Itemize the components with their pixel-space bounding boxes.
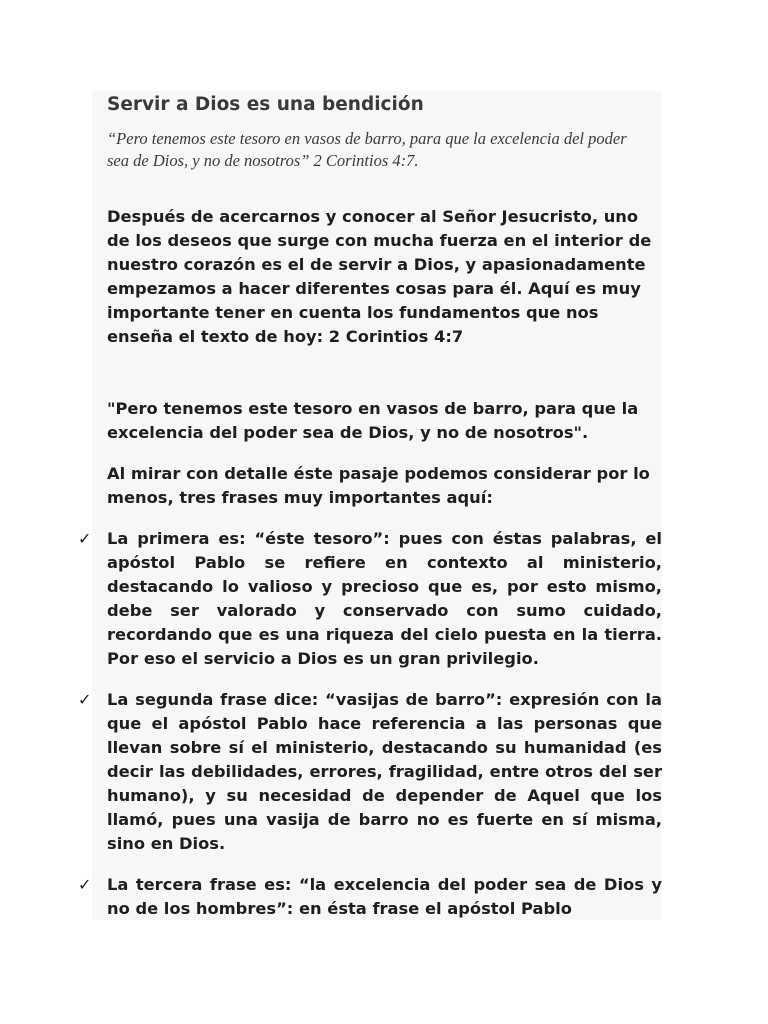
- verse-quote-paragraph: "Pero tenemos este tesoro en vasos de barro, para que la excelencia del poder sea de Dios, y no de nosotros".: [107, 399, 639, 442]
- checkmark-icon: ✓: [78, 529, 92, 548]
- epigraph-quote: “Pero tenemos este tesoro en vasos de barro, para que la excelencia del poder sea de Dios, y no de nosotros” 2 Corintios 4:7.: [107, 129, 627, 170]
- list-item-text: La tercera frase es: “la excelencia del poder sea de Dios y no de los hombres”: en ésta frase el apóstol Pablo: [107, 875, 662, 918]
- intro-paragraph: Después de acercarnos y conocer al Señor Jesucristo, uno de los deseos que surge con mucha fuerza en el interior de nuestro corazón es el de servir a Dios, y apasionadamente empezamos a hacer diferentes cosas para él. Aquí es muy importante tener en cuenta los fundamentos que nos enseña el texto de hoy: 2 Corintios 4:7: [107, 207, 652, 346]
- list-item-second-phrase: [78, 688, 662, 856]
- list-item-first-phrase: [78, 527, 662, 671]
- document-title: Servir a Dios es una bendición: [107, 94, 424, 115]
- checkmark-icon: ✓: [78, 690, 92, 709]
- list-item-text: La primera es: “éste tesoro”: pues con éstas palabras, el apóstol Pablo se refiere en contexto al ministerio, destacando lo valioso y precioso que es, por esto mismo, debe ser valorado y conservado con sumo cuidado, recordando que es una riqueza del cielo puesta en la tierra. Por eso el servicio a Dios es un gran privilegio.: [107, 529, 662, 668]
- checkmark-icon: ✓: [78, 875, 92, 894]
- list-item-text: La segunda frase dice: “vasijas de barro”: expresión con la que el apóstol Pablo hace referencia a las personas que llevan sobre sí el ministerio, destacando su humanidad (es decir las debilidades, errores, fragilidad, entre otros del ser humano), y su necesidad de depender de Aquel que los llamó, pues una vasija de barro no es fuerte en sí misma, sino en Dios.: [107, 690, 662, 853]
- list-item-third-phrase: [78, 873, 662, 921]
- phrases-intro-paragraph: Al mirar con detalle éste pasaje podemos considerar por lo menos, tres frases muy importantes aquí:: [107, 464, 650, 507]
